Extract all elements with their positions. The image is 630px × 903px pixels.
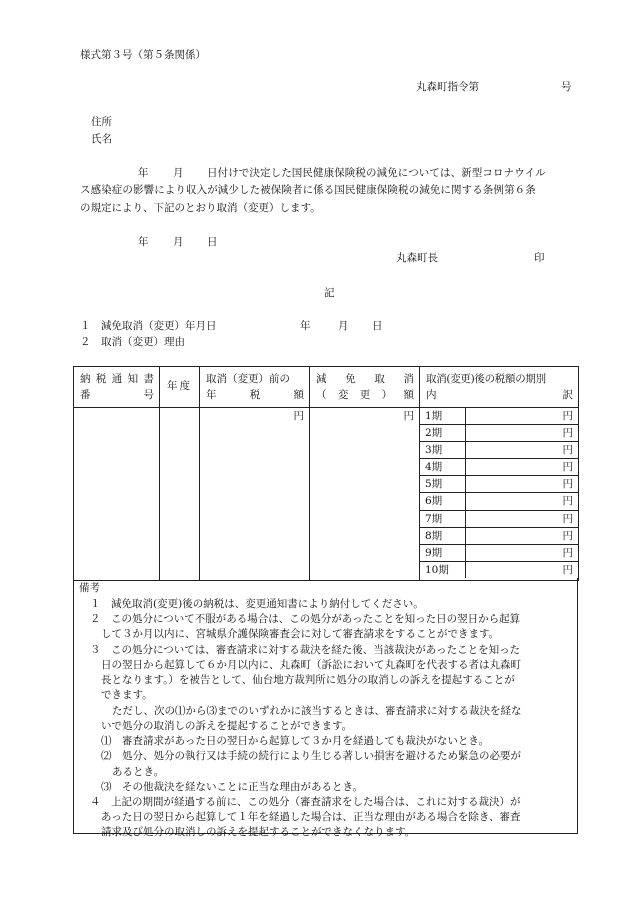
period-row: 8期 円 bbox=[420, 527, 578, 544]
note-line: いで処分の取消しの訴えを提起することができます。 bbox=[101, 720, 353, 732]
note-line: して３か月以内に、宮城県介護保険審査会に対して審査請求をすることができます。 bbox=[101, 628, 500, 640]
period-row: 2期 円 bbox=[420, 425, 578, 442]
reference-suffix: 号 bbox=[561, 81, 572, 93]
header-fiscal-year: 年度 bbox=[160, 367, 200, 408]
issuer-title: 丸森町長 bbox=[396, 252, 438, 264]
period-row: 1期 円 bbox=[420, 408, 578, 425]
before-amount-cell bbox=[200, 408, 310, 581]
intro-year: 年 bbox=[138, 167, 149, 179]
period-row: 4期 円 bbox=[420, 459, 578, 476]
header-notice-number-line1: 納 税 通 知 書 bbox=[80, 373, 154, 385]
item2-label: ２ 取消（変更）理由 bbox=[80, 336, 185, 348]
name-label: 氏名 bbox=[91, 133, 112, 145]
note-line: ３ この処分については、審査請求に対する裁決を経た後、当該裁決があったことを知った bbox=[90, 644, 521, 656]
notes-title: 備考 bbox=[79, 582, 100, 594]
period-row: 9期 円 bbox=[420, 544, 578, 561]
period-row: 6期 円 bbox=[420, 493, 578, 510]
notes-box bbox=[73, 578, 578, 838]
note-line: ４ 上記の期間が経過する前に、この処分（審査請求をした場合は、これに対する裁決）が bbox=[90, 796, 521, 808]
fiscal-year-cell bbox=[160, 408, 200, 581]
period-table bbox=[420, 408, 578, 578]
notice-number-cell bbox=[74, 408, 160, 581]
note-line: ⑵ 処分、処分の執行又は手続の続行により生じる著しい損害を避けるため緊急の必要が bbox=[101, 750, 521, 762]
note-line: ただし、次の⑴から⑶までのいずれかに該当するときは、審査請求に対する裁決を経な bbox=[112, 705, 522, 717]
period-breakdown-cell bbox=[420, 408, 579, 581]
item1-day: 日 bbox=[372, 320, 383, 332]
note-line: 請求及び処分の取消しの訴えを提起することができなくなります。 bbox=[101, 826, 416, 838]
issue-month: 月 bbox=[173, 236, 184, 248]
note-line: 日の翌日から起算して６か月以内に、丸森町（訴訟において丸森町を代表する者は丸森町 bbox=[101, 659, 521, 671]
header-reduction-amount: 減 免 取 消 （ 変 更 ） 額 bbox=[310, 367, 420, 408]
issue-day: 日 bbox=[207, 236, 218, 248]
intro-line2: ス感染症の影響により収入が減少した被保険者に係る国民健康保険税の減免に関する条例第６条 bbox=[80, 184, 536, 196]
note-line: 長となります。）を被告として、仙台地方裁判所に処分の取消しの訴えを提起することが bbox=[101, 674, 515, 686]
note-line: ２ この処分について不服がある場合は、この処分があったことを知った日の翌日から起算 bbox=[90, 613, 521, 625]
intro-line3: の規定により、下記のとおり取消（変更）します。 bbox=[80, 202, 321, 214]
note-line: できます。 bbox=[101, 689, 153, 701]
note-line: あった日の翌日から起算して１年を経過した場合は、正当な理由がある場合を除き、審査 bbox=[101, 811, 521, 823]
intro-month: 月 bbox=[173, 167, 184, 179]
header-after-breakdown: 取消(変更)後の税額の期別 内 訳 bbox=[420, 367, 579, 408]
ki-heading: 記 bbox=[324, 287, 335, 299]
period-row: 7期 円 bbox=[420, 510, 578, 527]
reduction-amount-unit: 円 bbox=[403, 410, 414, 422]
intro-line1: 日付けで決定した国民健康保険税の減免については、新型コロナウイル bbox=[207, 167, 546, 179]
issue-year: 年 bbox=[138, 236, 149, 248]
item1-month: 月 bbox=[338, 320, 349, 332]
tax-table bbox=[73, 366, 579, 581]
note-line: ⑴ 審査請求があった日の翌日から起算して３か月を経過しても裁決がないとき。 bbox=[101, 735, 489, 747]
address-label: 住所 bbox=[91, 116, 112, 128]
period-row: 10期 円 bbox=[420, 561, 578, 578]
form-number: 様式第３号（第５条関係） bbox=[80, 49, 206, 61]
period-row: 3期 円 bbox=[420, 442, 578, 459]
period-row: 5期 円 bbox=[420, 476, 578, 493]
header-notice-number bbox=[74, 367, 160, 408]
reduction-amount-cell bbox=[310, 408, 420, 581]
note-line: ⑶ その他裁決を経ないことに正当な理由があるとき。 bbox=[101, 781, 364, 793]
before-amount-unit: 円 bbox=[293, 410, 304, 422]
seal-mark: 印 bbox=[534, 252, 545, 264]
header-notice-number-line2: 番 号 bbox=[80, 389, 154, 401]
item1-year: 年 bbox=[300, 320, 311, 332]
reference-label: 丸森町指令第 bbox=[416, 81, 479, 93]
note-line: １ 減免取消(変更)後の納税は、変更通知書により納付してください。 bbox=[90, 598, 424, 610]
header-before-amount: 取消（変更）前の 年 税 額 bbox=[200, 367, 310, 408]
note-line: あるとき。 bbox=[112, 766, 165, 778]
item1-label: １ 減免取消（変更）年月日 bbox=[80, 320, 217, 332]
